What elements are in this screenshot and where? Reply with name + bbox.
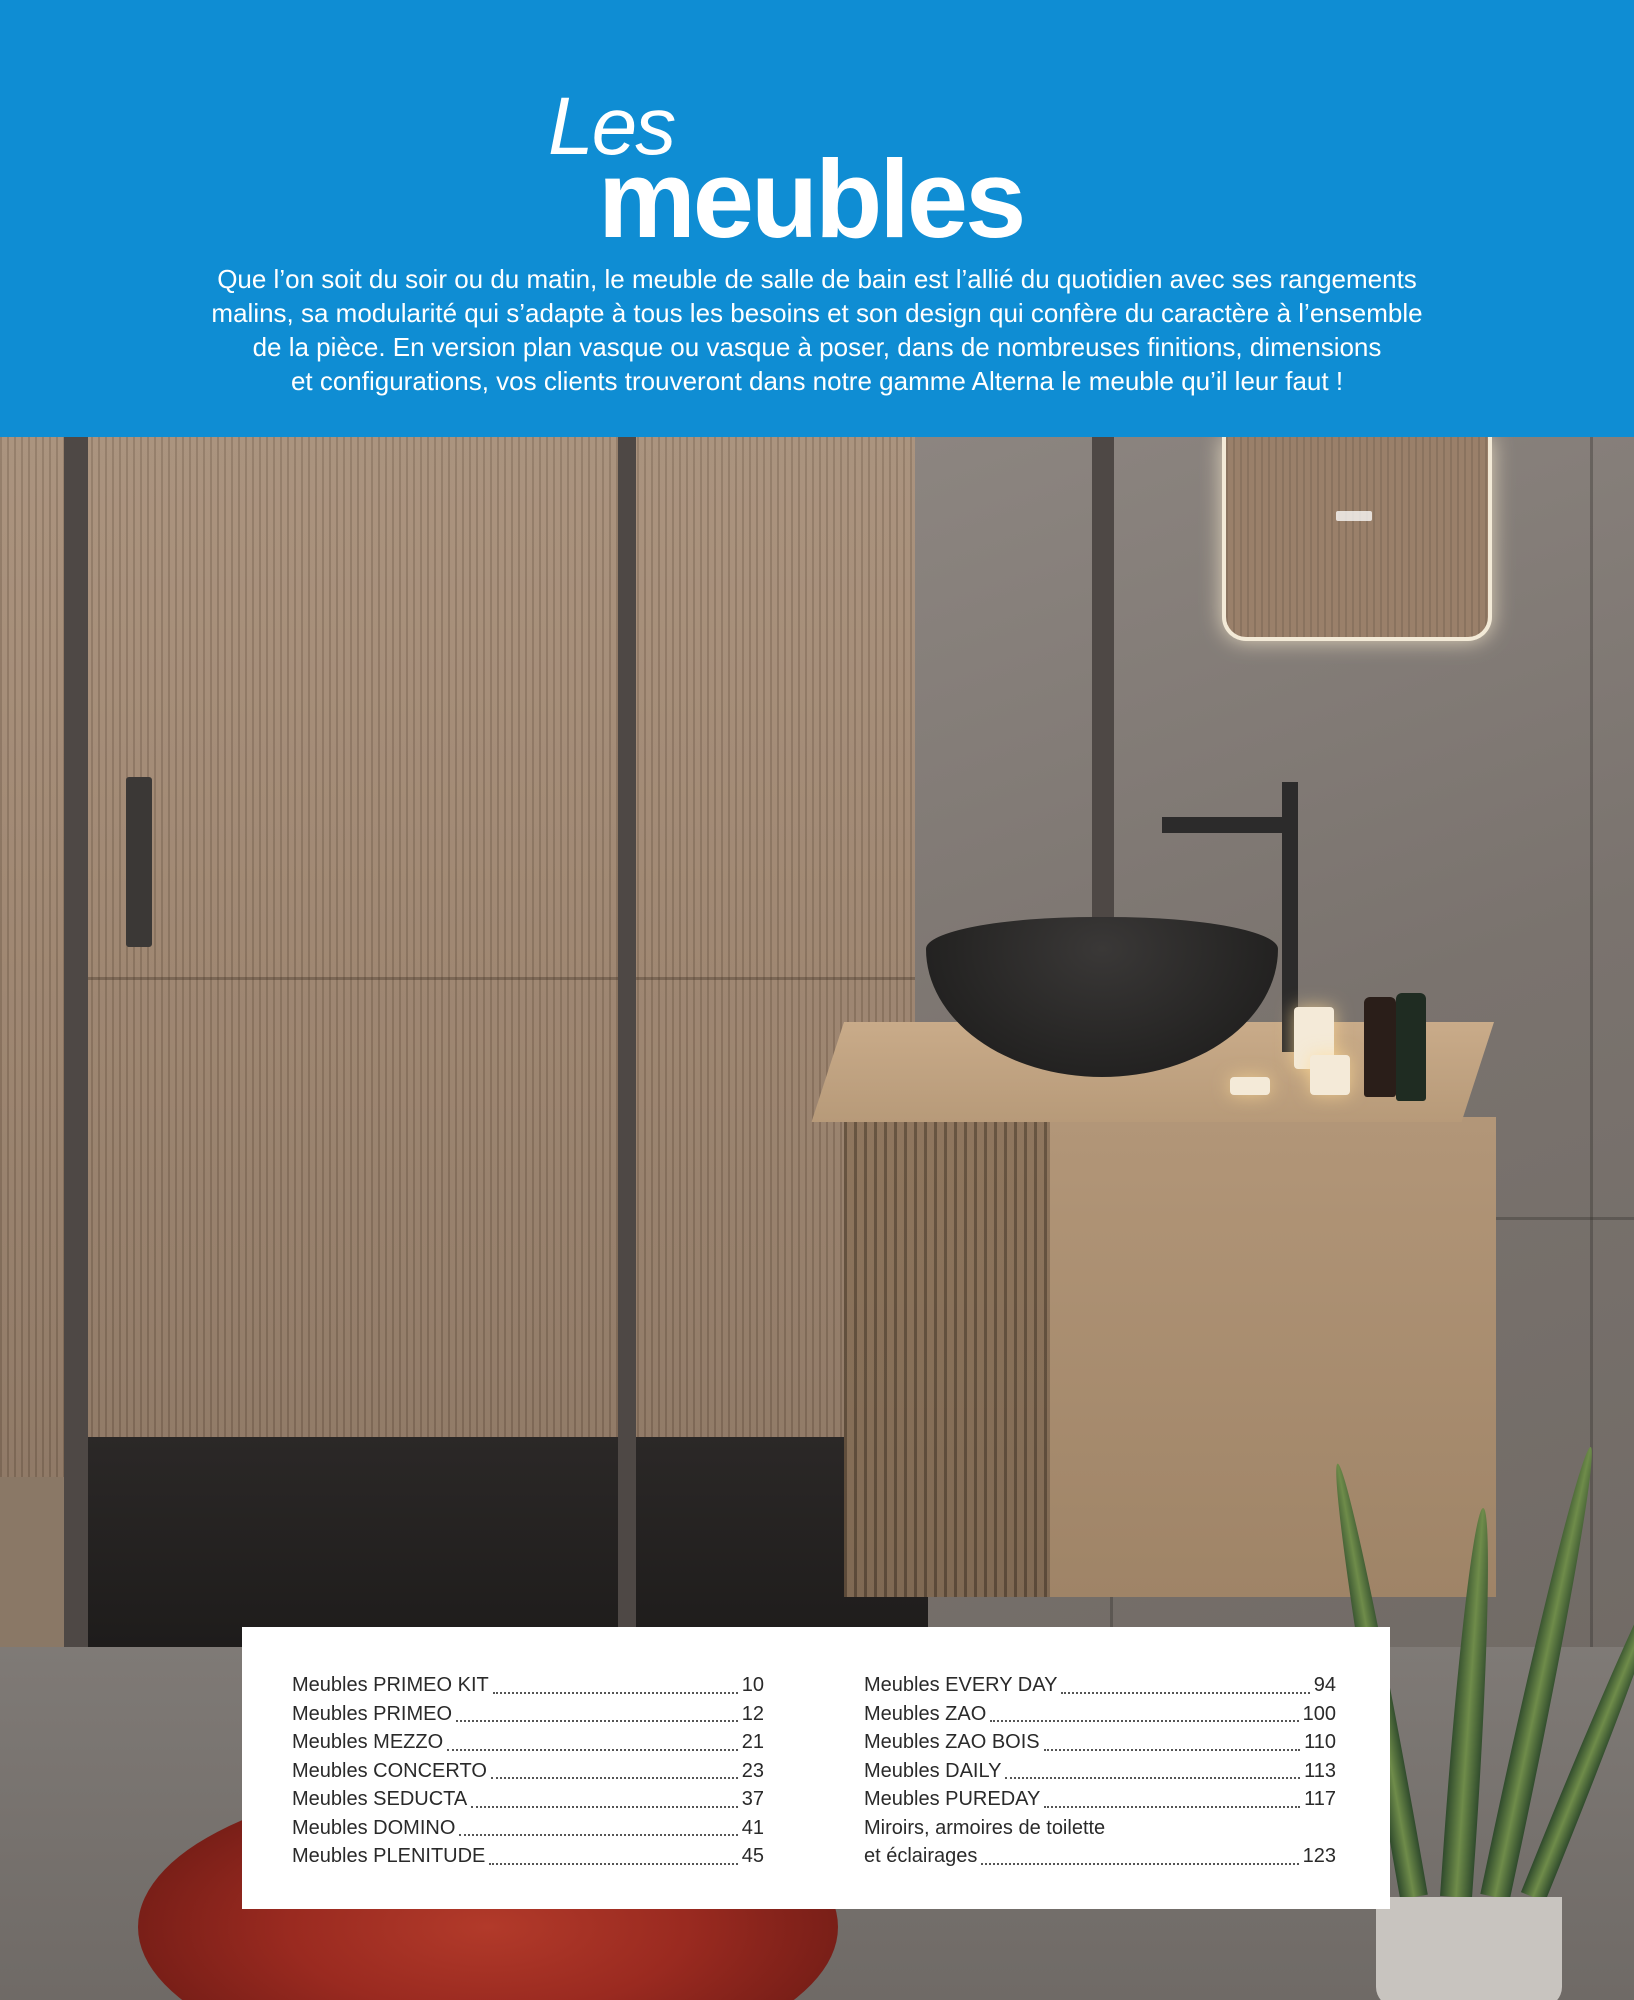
entry-label: Meubles PRIMEO [292, 1702, 453, 1725]
entry-page: 23 [741, 1759, 764, 1782]
entry-label: Meubles PLENITUDE [292, 1845, 486, 1867]
index-entry[interactable] [292, 1842, 764, 1871]
entry-page: 12 [741, 1702, 764, 1725]
header-banner [0, 0, 1634, 437]
range-index [242, 1627, 1390, 1909]
title-les: Les [548, 81, 675, 172]
plant-pot [1376, 1897, 1562, 2000]
index-entry[interactable] [864, 1785, 1336, 1814]
dot-leader [1044, 1806, 1300, 1808]
dot-leader [1005, 1777, 1300, 1779]
dot-leader [456, 1720, 738, 1722]
entry-page: 110 [1304, 1731, 1336, 1753]
index-entry[interactable] [292, 1757, 764, 1786]
dot-leader [1061, 1692, 1309, 1694]
bottle [1364, 997, 1396, 1097]
dot-leader [981, 1863, 1298, 1865]
led-mirror [1222, 437, 1492, 641]
dot-leader [459, 1834, 737, 1836]
intro-line: Que l’on soit du soir ou du matin, le meuble de salle de bain est l’allié du quotidien avec ses rangements [217, 264, 1417, 294]
entry-label: Meubles EVERY DAY [864, 1674, 1058, 1696]
index-entry[interactable] [864, 1842, 1336, 1871]
faucet-spout [1162, 817, 1298, 833]
dot-leader [990, 1720, 1298, 1722]
shower-door-handle [126, 777, 152, 947]
dot-leader [471, 1806, 738, 1808]
entry-label: Meubles ZAO [864, 1702, 987, 1725]
entry-label: Meubles DAILY [864, 1759, 1002, 1782]
candle [1310, 1055, 1350, 1095]
entry-page: 41 [741, 1816, 764, 1839]
index-column-left [292, 1671, 764, 1871]
fluted-wood-wall [0, 437, 915, 1477]
entry-label: Meubles SEDUCTA [292, 1788, 468, 1810]
entry-label: Meubles PUREDAY [864, 1788, 1041, 1810]
index-entry[interactable] [864, 1671, 1336, 1700]
entry-label: Meubles CONCERTO [292, 1759, 487, 1782]
index-entry[interactable] [292, 1700, 764, 1729]
dot-leader [489, 1863, 737, 1865]
entry-page: 123 [1302, 1845, 1336, 1867]
vanity-fluted-drawer [844, 1057, 1050, 1597]
intro-line: et configurations, vos clients trouveront dans notre gamme Alterna le meuble qu’il leur faut ! [290, 366, 1344, 396]
entry-label: Meubles PRIMEO KIT [292, 1674, 489, 1696]
dot-leader [493, 1692, 738, 1694]
vanity-cabinet [1050, 1117, 1496, 1597]
entry-page: 45 [741, 1845, 764, 1867]
shower-frame [64, 437, 88, 1677]
index-entry[interactable] [292, 1814, 764, 1843]
dot-leader [447, 1749, 738, 1751]
entry-page: 113 [1304, 1759, 1336, 1782]
entry-page: 37 [741, 1788, 764, 1810]
index-entry[interactable] [864, 1814, 1336, 1843]
index-entry[interactable] [292, 1728, 764, 1757]
dot-leader [1044, 1749, 1300, 1751]
candle [1230, 1077, 1270, 1095]
entry-page: 94 [1313, 1674, 1336, 1696]
entry-page: 21 [741, 1731, 764, 1753]
entry-label: Meubles ZAO BOIS [864, 1731, 1040, 1753]
entry-page: 117 [1304, 1788, 1336, 1810]
mirror-clock-display [1336, 511, 1372, 521]
entry-label: Meubles MEZZO [292, 1731, 444, 1753]
entry-page: 100 [1302, 1702, 1336, 1725]
stone-seam [1496, 1217, 1634, 1220]
entry-label: Miroirs, armoires de toilette [864, 1816, 1106, 1839]
panel-seam [88, 977, 918, 980]
index-column-right [864, 1671, 1336, 1871]
index-entry[interactable] [864, 1700, 1336, 1729]
entry-label: Meubles DOMINO [292, 1816, 456, 1839]
intro-paragraph [130, 262, 1504, 398]
dot-leader [491, 1777, 738, 1779]
intro-line: de la pièce. En version plan vasque ou vasque à poser, dans de nombreuses finitions, dimensions [252, 332, 1382, 362]
index-entry[interactable] [864, 1728, 1336, 1757]
index-entry[interactable] [292, 1785, 764, 1814]
bottle [1396, 993, 1426, 1101]
shower-tray [88, 1437, 928, 1647]
index-entry[interactable] [292, 1671, 764, 1700]
intro-line: malins, sa modularité qui s’adapte à tous les besoins et son design qui confère du caractère à l’ensemble [211, 298, 1423, 328]
index-entry[interactable] [864, 1757, 1336, 1786]
entry-page: 10 [741, 1674, 764, 1696]
shower-frame [618, 437, 636, 1627]
title-meubles: meubles [598, 138, 1024, 261]
entry-label: et éclairages [864, 1845, 978, 1867]
